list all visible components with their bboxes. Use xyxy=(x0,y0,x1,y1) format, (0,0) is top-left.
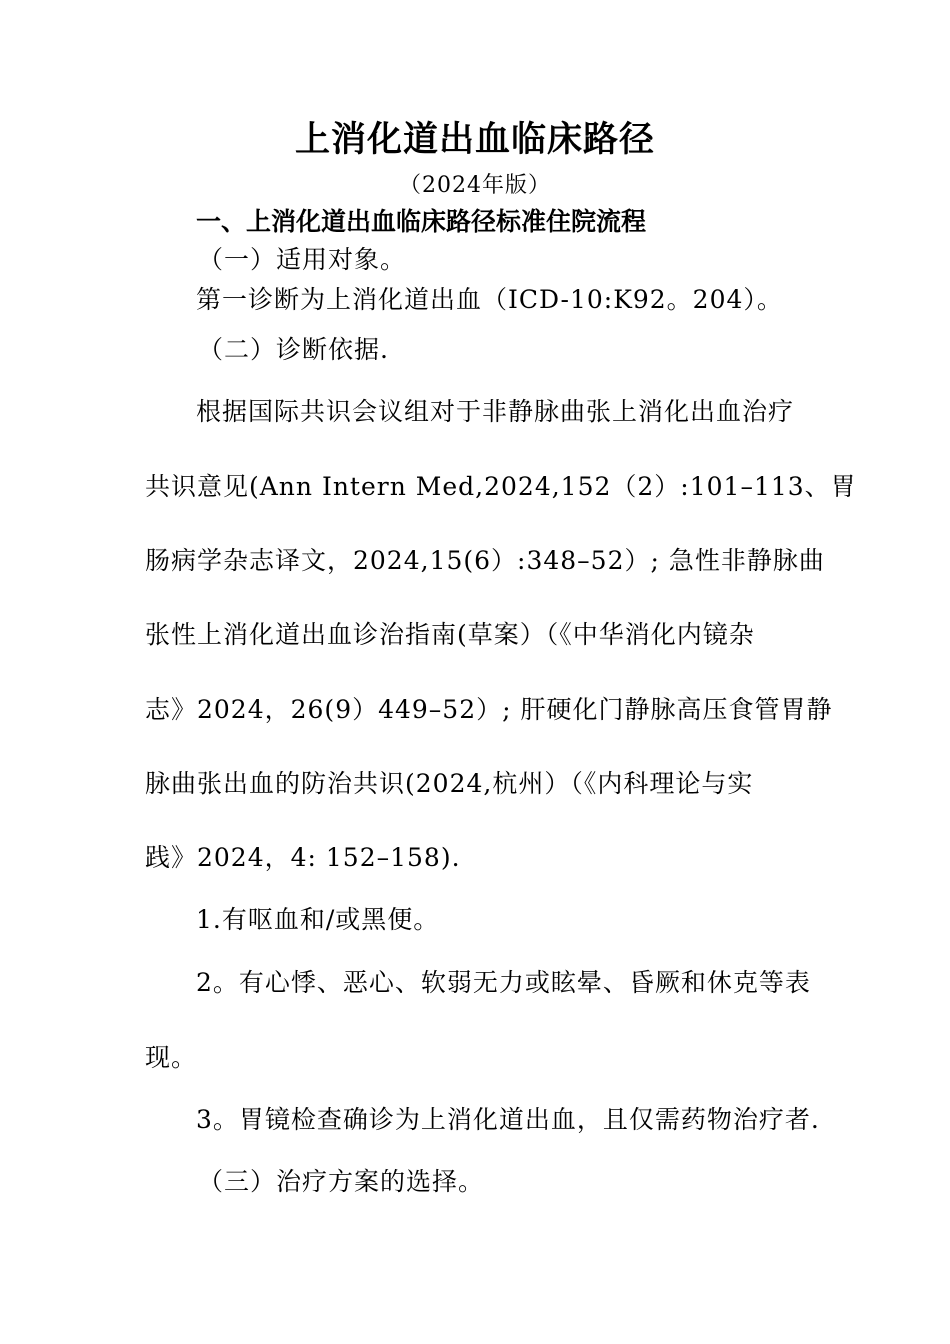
basis-line: 共识意见(Ann Intern Med,2024,152（2）:101–113、胃 xyxy=(145,472,857,501)
basis-line: 践》2024，4: 152–158). xyxy=(145,843,461,872)
subsection-applicable-heading: （一）适用对象。 xyxy=(198,245,407,274)
criteria-item: 3。胃镜检查确诊为上消化道出血，且仅需药物治疗者. xyxy=(196,1105,820,1134)
document-title: 上消化道出血临床路径 xyxy=(294,120,655,160)
criteria-item: 1.有呕血和/或黑便。 xyxy=(196,905,440,934)
basis-line: 肠病学杂志译文，2024,15(6）:348–52）; 急性非静脉曲 xyxy=(145,546,825,575)
subsection-diagnosis-heading: （二）诊断依据. xyxy=(198,335,389,364)
criteria-item: 现。 xyxy=(145,1043,198,1072)
document-edition: （2024年版） xyxy=(399,173,551,198)
basis-line: 张性上消化道出血诊治指南(草案）（《中华消化内镜杂 xyxy=(145,620,755,649)
subsection-treatment-heading: （三）治疗方案的选择。 xyxy=(198,1167,485,1196)
subsection-applicable-text: 第一诊断为上消化道出血（ICD-10:K92。204）。 xyxy=(196,285,783,314)
section-heading: 一、上消化道出血临床路径标准住院流程 xyxy=(196,207,647,236)
basis-line: 脉曲张出血的防治共识(2024,杭州）（《内科理论与实 xyxy=(145,769,754,798)
basis-line: 志》2024，26(9）449–52）; 肝硬化门静脉高压食管胃静 xyxy=(145,695,833,724)
criteria-item: 2。有心悸、恶心、软弱无力或眩晕、昏厥和休克等表 xyxy=(196,968,811,997)
basis-line: 根据国际共识会议组对于非静脉曲张上消化出血治疗 xyxy=(196,397,795,426)
